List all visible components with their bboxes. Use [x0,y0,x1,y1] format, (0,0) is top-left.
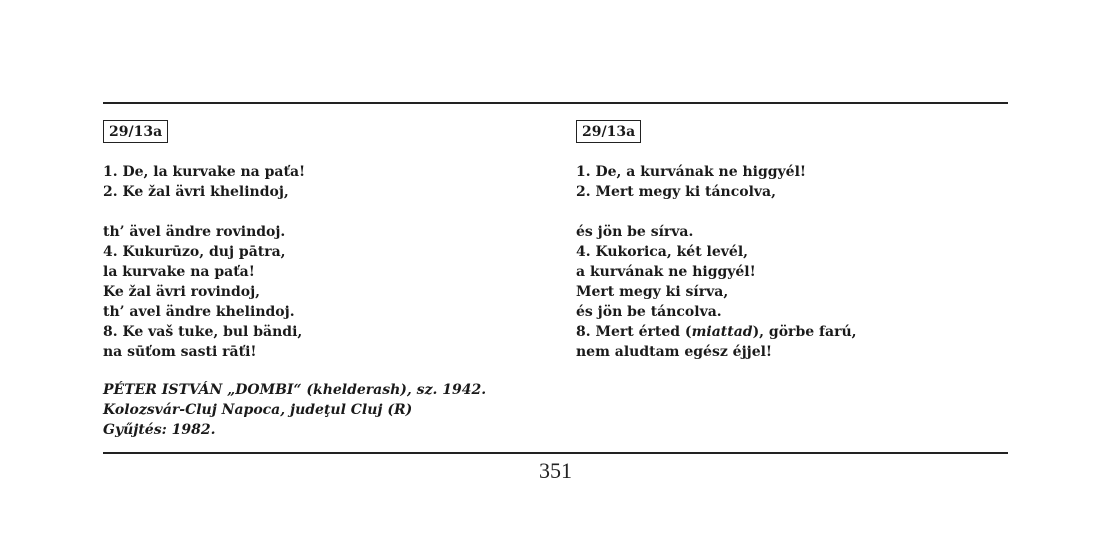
verse-line: 4. Kukorica, két levél, [576,244,749,260]
verse-line: nem aludtam egész éjjel! [576,344,773,360]
verse-line: és jön be táncolva. [576,304,722,320]
credit-location: Kolozsvár-Cluj Napoca, judeţul Cluj (R) [103,402,413,418]
page-number: 351 [539,458,572,483]
verse-line: és jön be sírva. [576,224,694,240]
bottom-rule [103,452,1008,454]
hungarian-translation-column [576,120,1006,362]
verse-line-8-end: ), görbe farú, [752,324,857,340]
verse-line: na sūťom sasti rāťi! [103,344,257,360]
verse-line: 8. Ke vaš tuke, bul bändi, [103,324,303,340]
performer-credits [103,380,543,440]
verse-line: Ke žal ävri rovindoj, [103,284,261,300]
verse-line: Mert megy ki sírva, [576,284,729,300]
credit-performer: PÉTER ISTVÁN „DOMBI“ (khelderash), sz. 1942. [103,382,487,398]
verse-line-8-gloss: miattad [691,324,753,340]
top-rule [103,102,1008,104]
stanza-gap [103,202,543,222]
verse-line: 2. Ke žal ävri khelindoj, [103,184,289,200]
stanza-gap [576,202,1006,222]
verse-line: 4. Kukurūzo, duj pātra, [103,244,286,260]
credit-collection-year: Gyűjtés: 1982. [103,422,216,438]
verse-line-8-start: 8. Mert érted ( [576,324,692,340]
verse-line: 1. De, a kurvának ne higgyél! [576,164,807,180]
song-id-box-left: 29/13a [103,120,168,143]
verse-line: a kurvának ne higgyél! [576,264,756,280]
verse-line: 2. Mert megy ki táncolva, [576,184,776,200]
verse-line: 1. De, la kurvake na paťa! [103,164,306,180]
romani-text-column [103,120,543,440]
verse-line: la kurvake na paťa! [103,264,255,280]
verse-line: th’ avel ändre khelindoj. [103,304,295,320]
song-id-box-right: 29/13a [576,120,641,143]
verse-line: th’ ävel ändre rovindoj. [103,224,286,240]
verse-line-8 [576,322,1006,342]
